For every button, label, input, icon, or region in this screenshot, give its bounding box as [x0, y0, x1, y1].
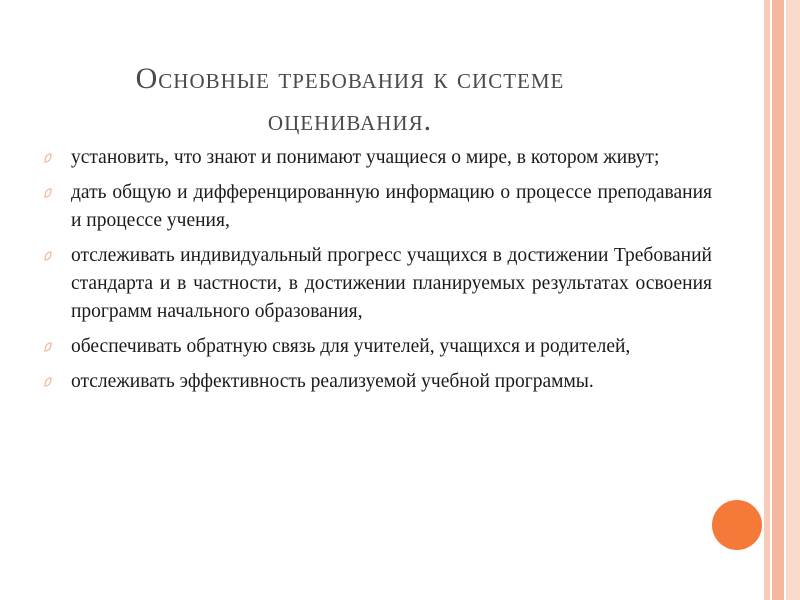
list-item-text: обеспечивать обратную связь для учителей, учащихся и родителей,: [71, 336, 631, 357]
list-item-text: установить, что знают и понимают учащиеся о мире, в котором живут;: [71, 147, 660, 168]
list-item: [40, 333, 712, 361]
list-item-text: отслеживать эффективность реализуемой учебной программы.: [71, 371, 594, 392]
bullet-icon: [44, 342, 52, 352]
slide-title: Основные требования к системе оценивания.: [135, 62, 565, 138]
decor-stripe: [772, 0, 784, 600]
bullet-icon: [44, 377, 52, 387]
bullet-icon: [44, 153, 52, 163]
list-item: [40, 144, 712, 172]
list-item: [40, 242, 712, 326]
list-item: [40, 179, 712, 235]
list-item: [40, 368, 712, 396]
bullet-icon: [44, 251, 52, 261]
list-item-text: отслеживать индивидуальный прогресс учащихся в достижении Требований стандарта и в частности, в достижении планируемых результатах освоения программ начального образования,: [71, 245, 712, 322]
decor-stripe: [786, 0, 800, 600]
orange-circle-decoration: [712, 500, 762, 550]
requirements-list: [40, 144, 712, 403]
list-item-text: дать общую и дифференцированную информацию о процессе преподавания и процессе учения,: [71, 182, 712, 231]
bullet-icon: [44, 188, 52, 198]
